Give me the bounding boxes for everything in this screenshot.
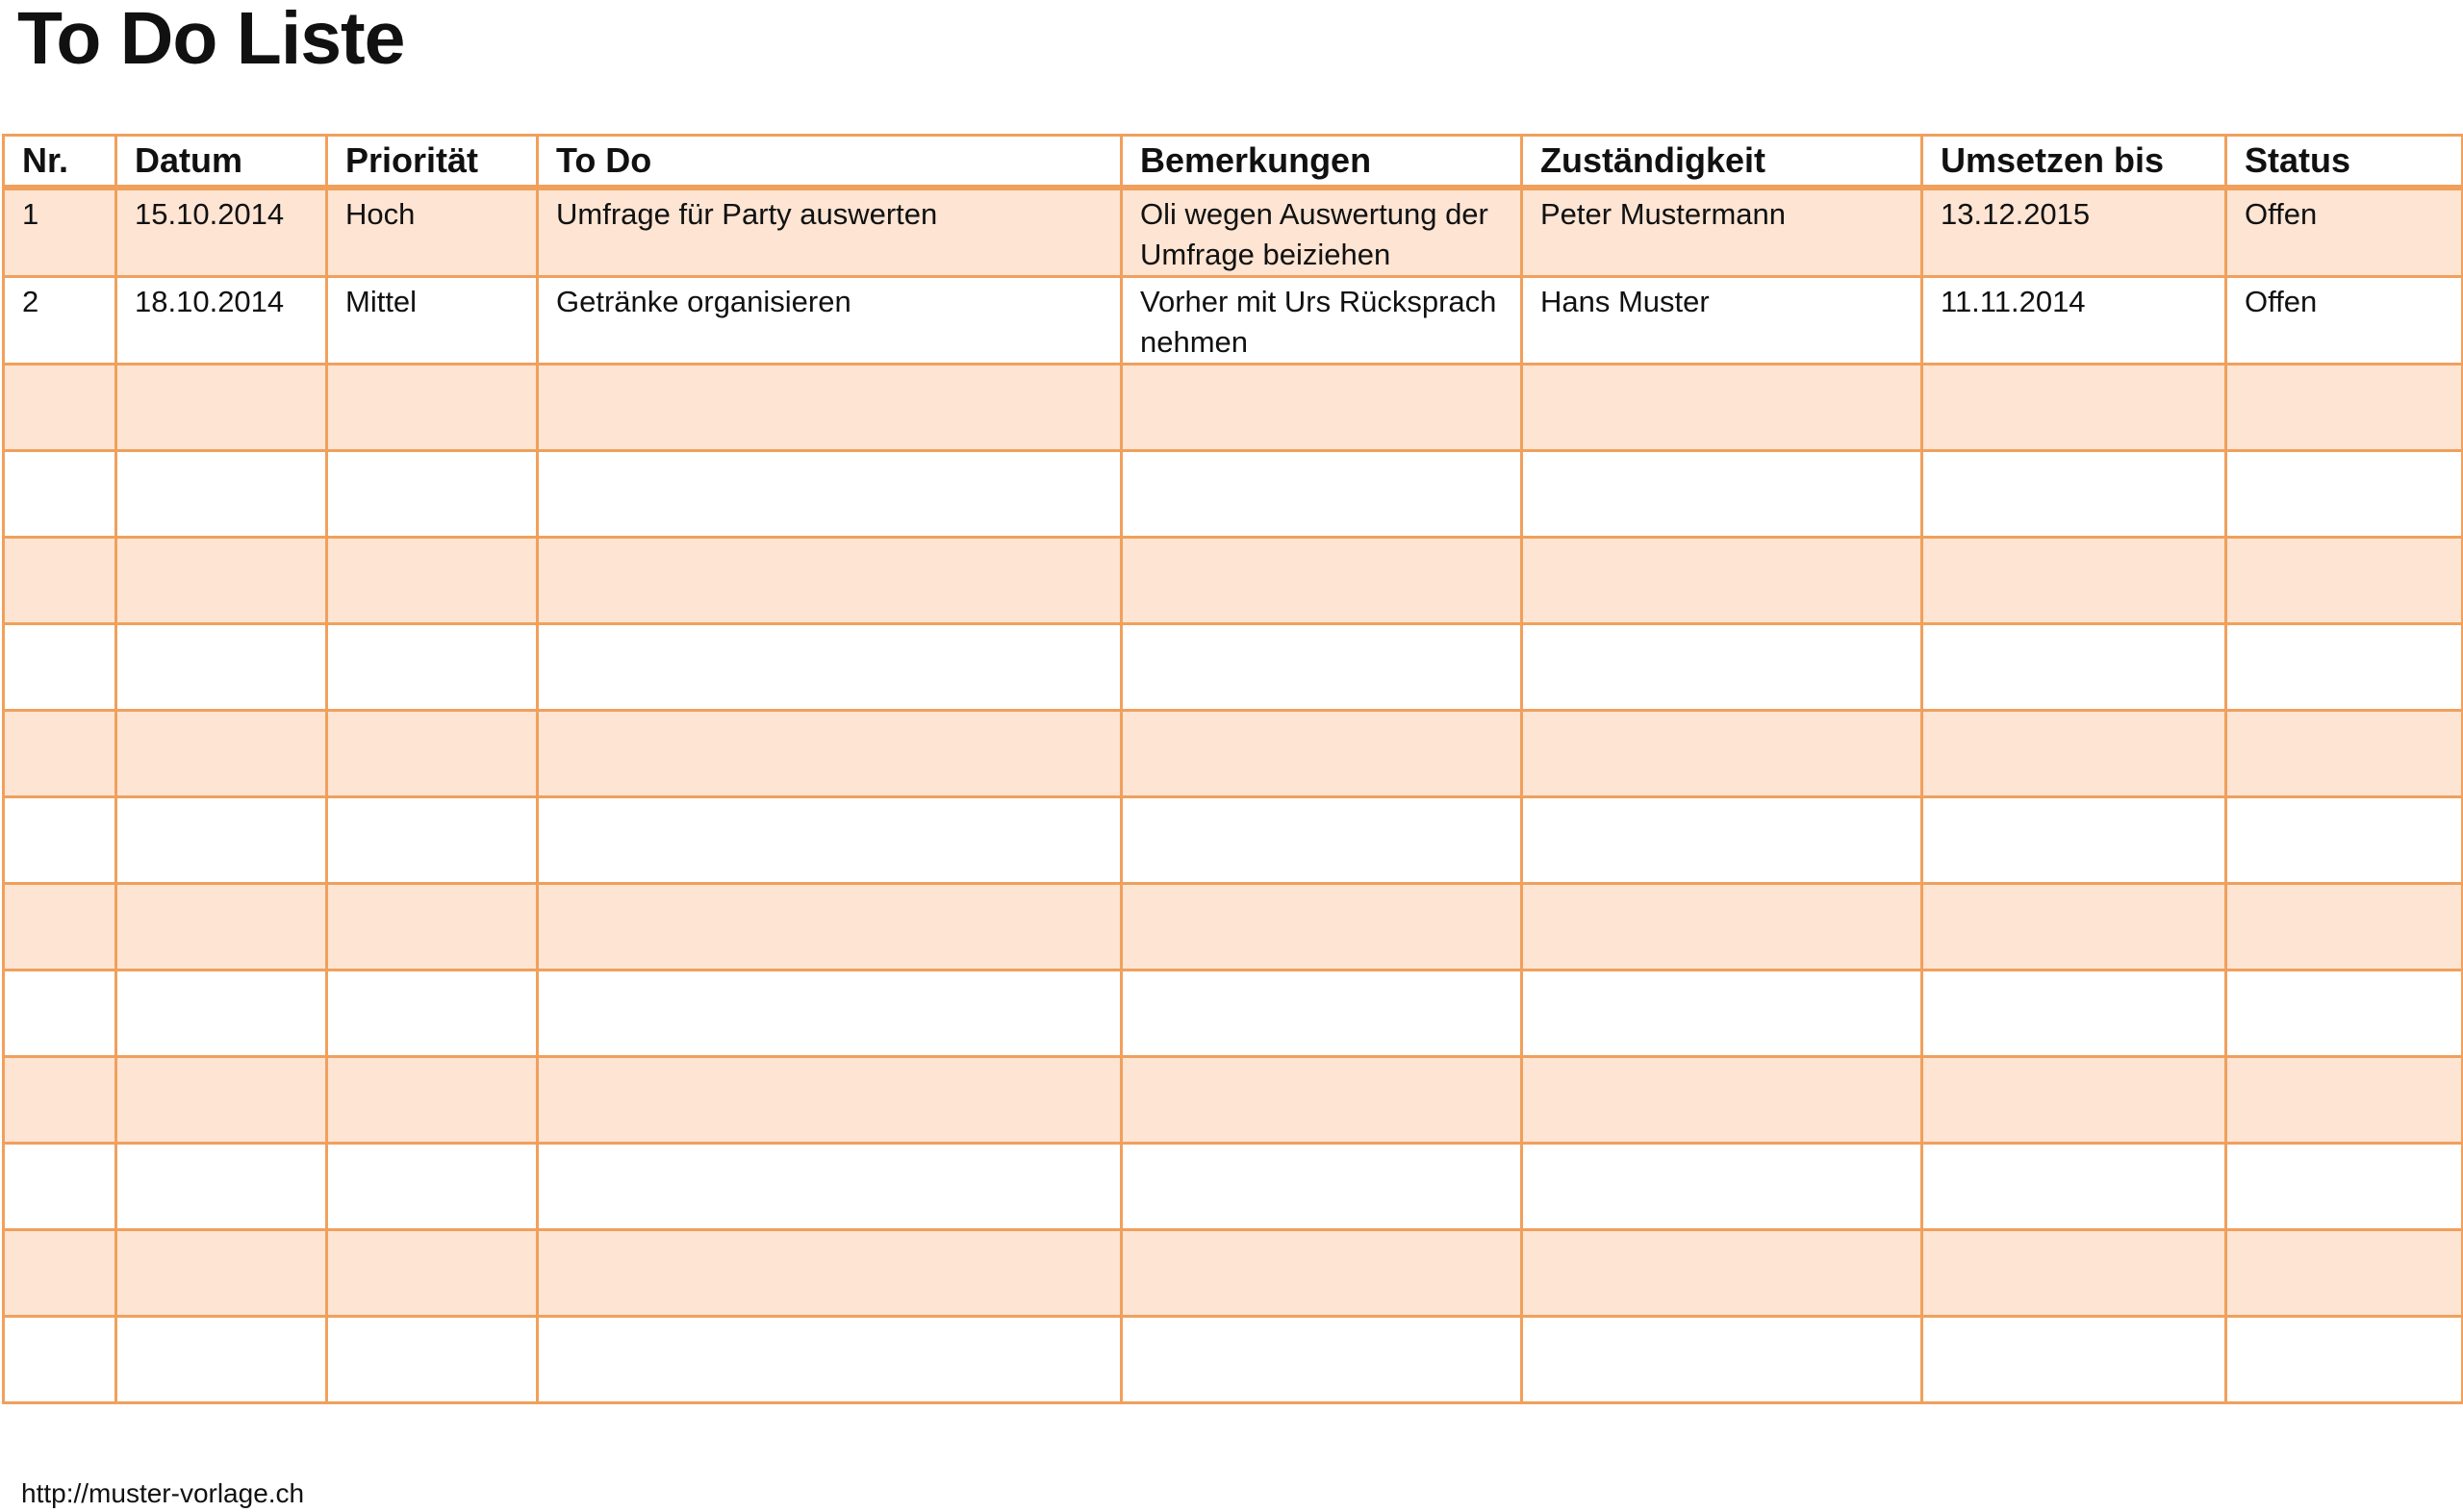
cell-prioritaet: Mittel bbox=[327, 277, 538, 365]
header-todo: To Do bbox=[538, 136, 1122, 189]
header-status: Status bbox=[2226, 136, 2463, 189]
empty-cell bbox=[1522, 970, 1922, 1057]
empty-cell bbox=[1522, 365, 1922, 451]
header-datum: Datum bbox=[116, 136, 327, 189]
empty-cell bbox=[1922, 797, 2226, 884]
empty-cell bbox=[4, 1057, 116, 1144]
empty-cell bbox=[1922, 1057, 2226, 1144]
empty-cell bbox=[116, 365, 327, 451]
empty-cell bbox=[4, 1144, 116, 1230]
empty-cell bbox=[2226, 624, 2463, 711]
empty-cell bbox=[327, 797, 538, 884]
empty-cell bbox=[327, 1144, 538, 1230]
empty-cell bbox=[327, 538, 538, 624]
empty-cell bbox=[116, 1230, 327, 1317]
cell-status: Offen bbox=[2226, 277, 2463, 365]
empty-cell bbox=[2226, 538, 2463, 624]
empty-cell bbox=[2226, 711, 2463, 797]
empty-cell bbox=[1122, 711, 1522, 797]
empty-cell bbox=[1522, 1230, 1922, 1317]
empty-cell bbox=[1522, 711, 1922, 797]
empty-cell bbox=[2226, 1317, 2463, 1403]
empty-cell bbox=[4, 970, 116, 1057]
empty-cell bbox=[1522, 624, 1922, 711]
empty-cell bbox=[1122, 970, 1522, 1057]
empty-cell bbox=[1122, 624, 1522, 711]
empty-cell bbox=[4, 1317, 116, 1403]
empty-cell bbox=[538, 1230, 1122, 1317]
empty-cell bbox=[4, 624, 116, 711]
empty-row bbox=[4, 797, 2463, 884]
empty-cell bbox=[2226, 1144, 2463, 1230]
empty-cell bbox=[327, 1317, 538, 1403]
cell-todo: Getränke organisieren bbox=[538, 277, 1122, 365]
empty-cell bbox=[1522, 451, 1922, 538]
empty-cell bbox=[538, 624, 1122, 711]
footer-url[interactable]: http://muster-vorlage.ch bbox=[21, 1478, 305, 1508]
cell-nr: 1 bbox=[4, 188, 116, 277]
empty-cell bbox=[2226, 970, 2463, 1057]
cell-nr: 2 bbox=[4, 277, 116, 365]
empty-cell bbox=[1122, 365, 1522, 451]
empty-cell bbox=[1922, 624, 2226, 711]
empty-cell bbox=[116, 624, 327, 711]
empty-cell bbox=[1522, 538, 1922, 624]
empty-cell bbox=[2226, 451, 2463, 538]
empty-cell bbox=[538, 711, 1122, 797]
empty-row bbox=[4, 1317, 2463, 1403]
empty-cell bbox=[1522, 1317, 1922, 1403]
cell-zustaendigkeit: Hans Muster bbox=[1522, 277, 1922, 365]
cell-umsetzen-bis: 11.11.2014 bbox=[1922, 277, 2226, 365]
empty-cell bbox=[116, 884, 327, 970]
empty-cell bbox=[2226, 365, 2463, 451]
cell-datum: 18.10.2014 bbox=[116, 277, 327, 365]
empty-cell bbox=[327, 1230, 538, 1317]
cell-prioritaet: Hoch bbox=[327, 188, 538, 277]
empty-cell bbox=[327, 365, 538, 451]
page-title: To Do Liste bbox=[17, 0, 405, 80]
empty-cell bbox=[1122, 451, 1522, 538]
empty-cell bbox=[1522, 1144, 1922, 1230]
empty-row bbox=[4, 884, 2463, 970]
empty-row bbox=[4, 1057, 2463, 1144]
header-prioritaet: Priorität bbox=[327, 136, 538, 189]
header-row bbox=[4, 136, 2463, 189]
empty-cell bbox=[538, 365, 1122, 451]
empty-cell bbox=[1122, 538, 1522, 624]
empty-cell bbox=[327, 970, 538, 1057]
header-zustaendigkeit: Zuständigkeit bbox=[1522, 136, 1922, 189]
empty-cell bbox=[1922, 1230, 2226, 1317]
empty-cell bbox=[4, 538, 116, 624]
empty-cell bbox=[4, 711, 116, 797]
empty-cell bbox=[4, 884, 116, 970]
empty-row bbox=[4, 538, 2463, 624]
table-row bbox=[4, 277, 2463, 365]
empty-cell bbox=[1522, 1057, 1922, 1144]
cell-status: Offen bbox=[2226, 188, 2463, 277]
empty-cell bbox=[1922, 884, 2226, 970]
empty-cell bbox=[1122, 1057, 1522, 1144]
empty-cell bbox=[538, 970, 1122, 1057]
empty-cell bbox=[1122, 797, 1522, 884]
empty-cell bbox=[1122, 1144, 1522, 1230]
empty-cell bbox=[1922, 1144, 2226, 1230]
empty-cell bbox=[538, 1057, 1122, 1144]
empty-cell bbox=[327, 1057, 538, 1144]
empty-cell bbox=[1122, 1317, 1522, 1403]
cell-bemerkungen: Oli wegen Auswertung der Umfrage beiziehen bbox=[1122, 188, 1522, 277]
empty-cell bbox=[116, 970, 327, 1057]
cell-datum: 15.10.2014 bbox=[116, 188, 327, 277]
empty-cell bbox=[4, 1230, 116, 1317]
cell-umsetzen-bis: 13.12.2015 bbox=[1922, 188, 2226, 277]
empty-cell bbox=[116, 797, 327, 884]
empty-cell bbox=[1922, 1317, 2226, 1403]
empty-cell bbox=[538, 797, 1122, 884]
header-umsetzen-bis: Umsetzen bis bbox=[1922, 136, 2226, 189]
empty-cell bbox=[4, 451, 116, 538]
empty-cell bbox=[1922, 451, 2226, 538]
empty-row bbox=[4, 451, 2463, 538]
empty-cell bbox=[1522, 797, 1922, 884]
header-bemerkungen: Bemerkungen bbox=[1122, 136, 1522, 189]
empty-row bbox=[4, 624, 2463, 711]
cell-todo: Umfrage für Party auswerten bbox=[538, 188, 1122, 277]
empty-cell bbox=[1922, 711, 2226, 797]
empty-row bbox=[4, 365, 2463, 451]
empty-cell bbox=[1922, 365, 2226, 451]
empty-cell bbox=[1922, 538, 2226, 624]
empty-cell bbox=[4, 365, 116, 451]
empty-cell bbox=[538, 1317, 1122, 1403]
table-row bbox=[4, 188, 2463, 277]
empty-cell bbox=[116, 1144, 327, 1230]
empty-cell bbox=[2226, 797, 2463, 884]
empty-cell bbox=[538, 1144, 1122, 1230]
empty-cell bbox=[116, 1317, 327, 1403]
empty-cell bbox=[538, 451, 1122, 538]
empty-cell bbox=[1522, 884, 1922, 970]
empty-cell bbox=[1922, 970, 2226, 1057]
empty-cell bbox=[538, 538, 1122, 624]
empty-row bbox=[4, 970, 2463, 1057]
empty-cell bbox=[327, 624, 538, 711]
header-nr: Nr. bbox=[4, 136, 116, 189]
cell-bemerkungen: Vorher mit Urs Rücksprach nehmen bbox=[1122, 277, 1522, 365]
todo-table bbox=[2, 134, 2463, 1404]
empty-cell bbox=[327, 451, 538, 538]
empty-cell bbox=[2226, 1230, 2463, 1317]
empty-cell bbox=[116, 1057, 327, 1144]
empty-cell bbox=[327, 711, 538, 797]
empty-cell bbox=[1122, 884, 1522, 970]
empty-cell bbox=[2226, 884, 2463, 970]
empty-cell bbox=[116, 711, 327, 797]
cell-zustaendigkeit: Peter Mustermann bbox=[1522, 188, 1922, 277]
empty-cell bbox=[2226, 1057, 2463, 1144]
empty-cell bbox=[538, 884, 1122, 970]
empty-cell bbox=[116, 451, 327, 538]
empty-row bbox=[4, 1144, 2463, 1230]
empty-cell bbox=[1122, 1230, 1522, 1317]
empty-cell bbox=[116, 538, 327, 624]
empty-row bbox=[4, 711, 2463, 797]
empty-cell bbox=[327, 884, 538, 970]
empty-cell bbox=[4, 797, 116, 884]
empty-row bbox=[4, 1230, 2463, 1317]
